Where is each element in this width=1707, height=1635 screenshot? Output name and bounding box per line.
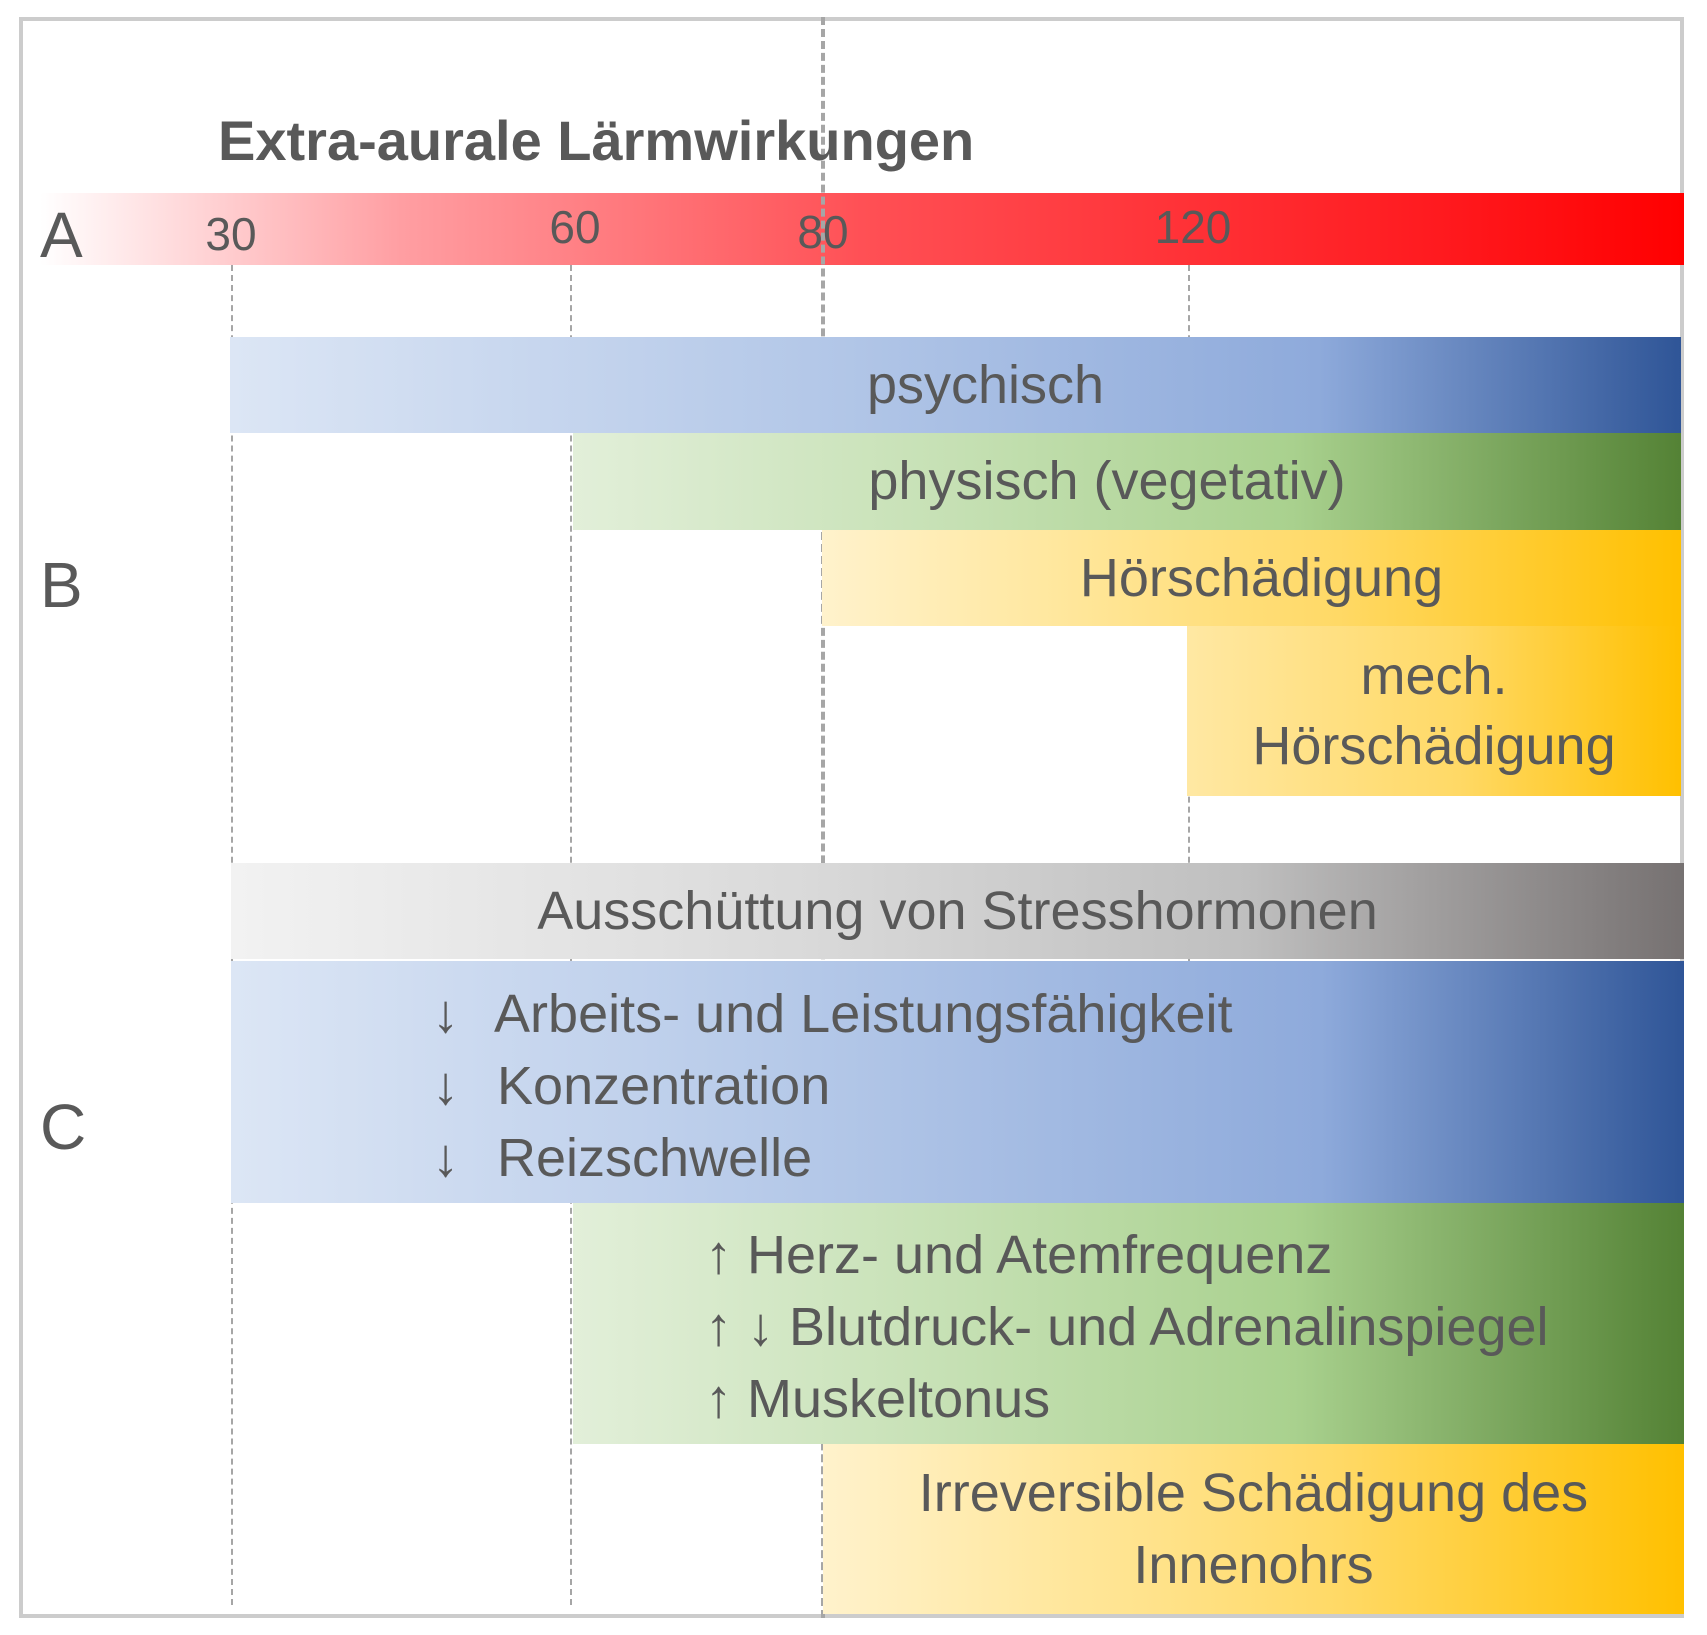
row-label-b: B: [40, 549, 83, 621]
diagram-title: Extra-aurale Lärmwirkungen: [218, 109, 975, 172]
band-hoerschaedigung: [822, 530, 1681, 626]
band-psychisch-label: psychisch: [866, 354, 1105, 415]
list-item: ↓ Arbeits- und Leistungsfähigkeit: [432, 978, 1232, 1050]
band-stresshormone-label: Ausschüttung von Stresshormonen: [537, 880, 1378, 941]
band-hoerschaedigung-label: Hörschädigung: [1079, 547, 1444, 608]
row-label-c: C: [40, 1091, 87, 1163]
band-mech-hoerschaedigung: [1187, 626, 1681, 796]
decibel-scale-bar: [40, 193, 1684, 265]
list-item: ↑ ↓ Blutdruck- und Adrenalinspiegel: [705, 1297, 1549, 1357]
arrow-down-icon: ↓: [432, 984, 459, 1044]
arrow-down-icon: ↓: [432, 1056, 459, 1116]
arrow-down-icon: ↓: [432, 1128, 459, 1188]
band-inner-ear-line2: Innenohrs: [1133, 1535, 1374, 1595]
band-mech-label-line1: mech.: [1360, 646, 1508, 706]
physical-effects-list: [705, 1219, 1549, 1435]
band-mech-label-line2: Hörschädigung: [1252, 716, 1616, 776]
band-stresshormone: [231, 863, 1684, 959]
list-item: ↑ Herz- und Atemfrequenz: [705, 1225, 1333, 1285]
band-inner-ear: [823, 1444, 1684, 1614]
band-psychisch: [230, 337, 1681, 433]
list-item: ↓ Reizschwelle: [432, 1122, 1232, 1194]
tick-label-120: 120: [1154, 201, 1232, 253]
psychic-effects-list: [432, 978, 1232, 1194]
list-item: ↓ Konzentration: [432, 1050, 1232, 1122]
arrow-up-icon: ↑: [705, 1225, 732, 1285]
arrow-up-down-icon: ↑ ↓: [705, 1297, 775, 1357]
tick-label-60: 60: [549, 201, 601, 253]
band-physisch-label: physisch (vegetativ): [868, 451, 1346, 512]
arrow-up-icon: ↑: [705, 1369, 732, 1429]
list-item: ↑ Muskeltonus: [705, 1369, 1051, 1429]
row-label-a: A: [40, 199, 83, 271]
band-inner-ear-line1: Irreversible Schädigung des: [918, 1463, 1589, 1523]
tick-label-80: 80: [797, 206, 849, 258]
band-physisch: [573, 433, 1681, 530]
tick-label-30: 30: [205, 208, 257, 260]
